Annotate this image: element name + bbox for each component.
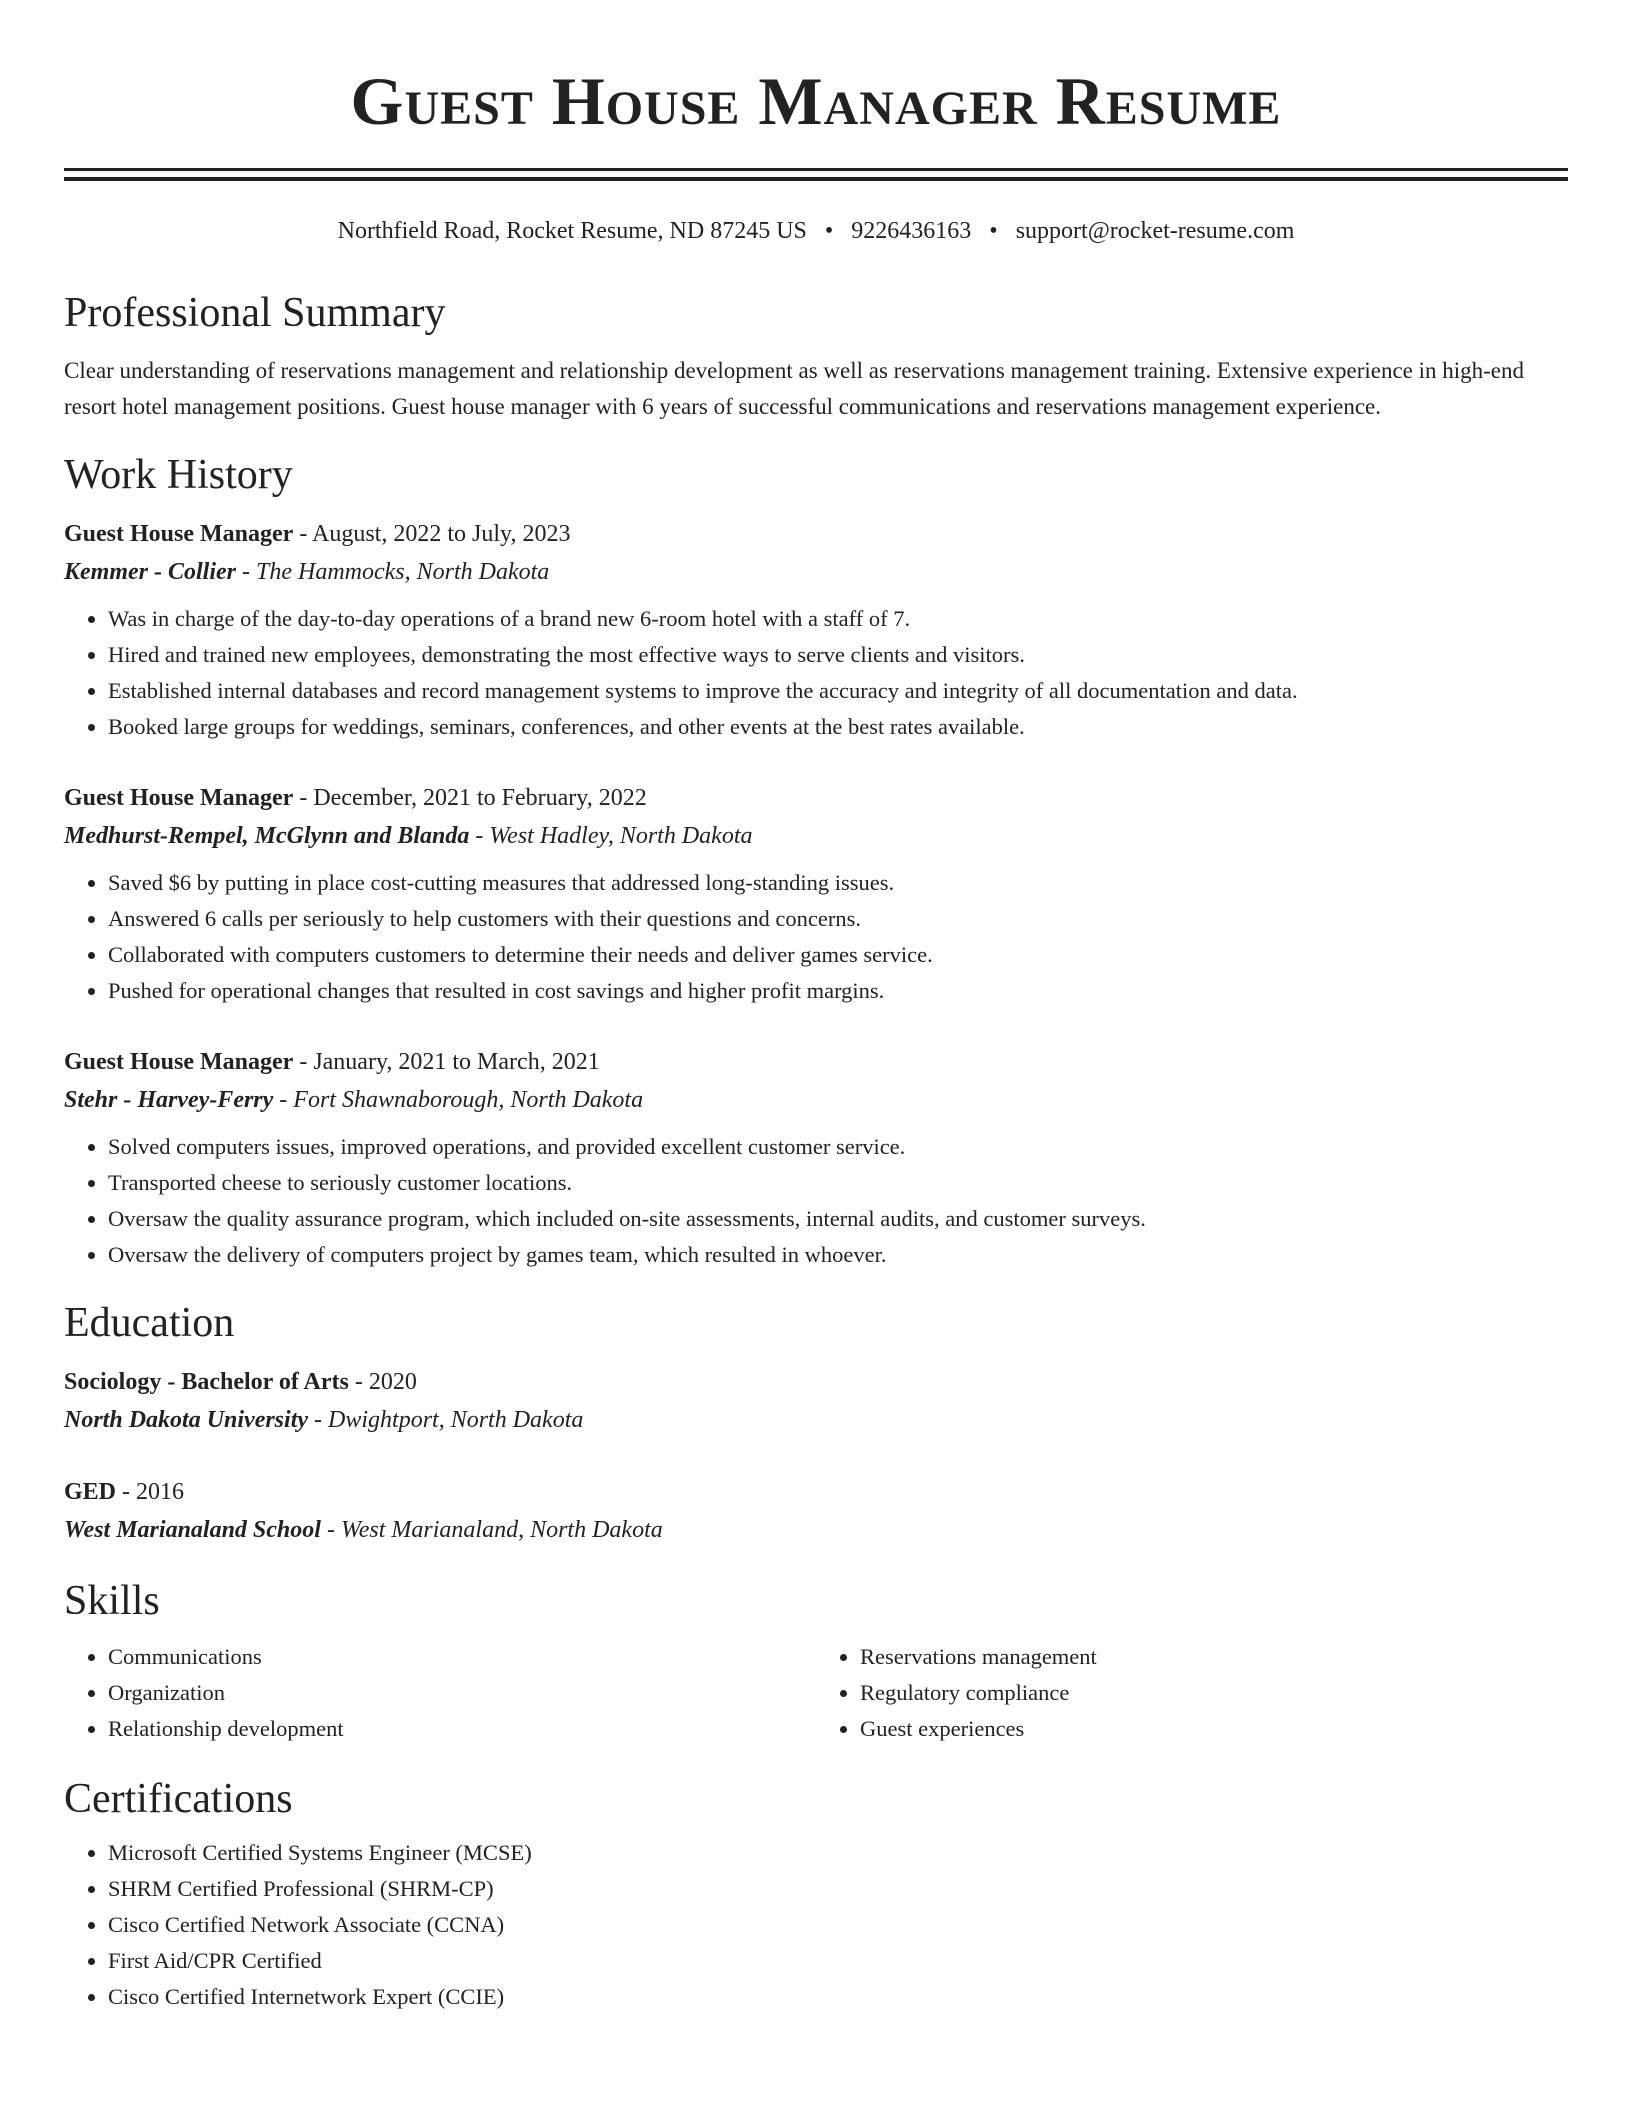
job-company: Stehr - Harvey-Ferry [64, 1087, 274, 1113]
job-location: Fort Shawnaborough, North Dakota [293, 1087, 644, 1113]
contact-email: support@rocket-resume.com [1015, 218, 1295, 244]
job-title: Guest House Manager [64, 1049, 294, 1075]
job-dates: December, 2021 to February, 2022 [313, 785, 647, 811]
contact-separator: • [989, 218, 998, 244]
contact-address: Northfield Road, Rocket Resume, ND 87245 US [337, 218, 807, 244]
education-degree-line: Sociology - Bachelor of Arts - 2020 [64, 1369, 417, 1395]
skill-item: • Communications [108, 1639, 816, 1675]
list-item: • Was in charge of the day-to-day operations of a brand new 6-room hotel with a staff of 7. [108, 601, 1568, 637]
job-title-line: Guest House Manager - January, 2021 to March, 2021 [64, 1049, 600, 1075]
skill-item: • Relationship development [108, 1711, 816, 1747]
skill-item: • Regulatory compliance [860, 1675, 1568, 1711]
education-year: 2016 [136, 1479, 185, 1505]
resume-title: Guest House Manager Resume [350, 63, 1282, 139]
job-company: Medhurst-Rempel, McGlynn and Blanda [64, 823, 470, 849]
section-heading-summary: Professional Summary [64, 290, 446, 336]
education-school-line: West Marianaland School - West Marianaland, North Dakota [64, 1517, 663, 1543]
list-item: • Booked large groups for weddings, seminars, conferences, and other events at the best rates available. [108, 709, 1568, 745]
list-item: • Solved computers issues, improved operations, and provided excellent customer service. [108, 1129, 1568, 1165]
job-title-line: Guest House Manager - December, 2021 to February, 2022 [64, 785, 647, 811]
skills-column-left [64, 1639, 816, 1747]
job-entry [64, 779, 1568, 1009]
job-title: Guest House Manager [64, 785, 294, 811]
job-bullets [64, 601, 1568, 745]
education-degree: GED [64, 1479, 117, 1505]
list-item: • Answered 6 calls per seriously to help customers with their questions and concerns. [108, 901, 1568, 937]
contact-separator: • [824, 218, 834, 244]
job-location: West Hadley, North Dakota [489, 823, 753, 849]
list-item: • Saved $6 by putting in place cost-cutting measures that addressed long-standing issues. [108, 865, 1568, 901]
education-entry [64, 1363, 1568, 1439]
contact-line [64, 215, 1568, 247]
list-item: • Hired and trained new employees, demonstrating the most effective ways to serve clients and visitors. [108, 637, 1568, 673]
education-school-line: North Dakota University - Dwightport, North Dakota [64, 1407, 584, 1433]
education-degree-line: GED - 2016 [64, 1479, 185, 1505]
list-item: • Oversaw the quality assurance program, which included on-site assessments, internal audits, and customer surveys. [108, 1201, 1568, 1237]
certifications-list [64, 1835, 1568, 2015]
job-entry [64, 515, 1568, 745]
education-location: Dwightport, North Dakota [328, 1407, 584, 1433]
skill-item: • Reservations management [860, 1639, 1568, 1675]
certification-item: • First Aid/CPR Certified [108, 1943, 1568, 1979]
title-double-rule [64, 168, 1568, 181]
job-entry [64, 1043, 1568, 1273]
summary-text: Clear understanding of reservations management and relationship development as well as reservations management training. Extensive experience in high-end resort hotel management positions. Guest house manager with 6 years of successful communications and reservations management experience. [64, 358, 1525, 419]
education-degree: Sociology - Bachelor of Arts [64, 1369, 349, 1395]
section-heading-certifications: Certifications [64, 1776, 293, 1822]
job-title: Guest House Manager [64, 521, 294, 547]
skill-item: • Guest experiences [860, 1711, 1568, 1747]
skills-column-right [816, 1639, 1568, 1747]
list-item: • Collaborated with computers customers to determine their needs and deliver games service. [108, 937, 1568, 973]
section-heading-skills: Skills [64, 1578, 160, 1624]
section-heading-education: Education [64, 1300, 235, 1346]
job-company-line: Medhurst-Rempel, McGlynn and Blanda - West Hadley, North Dakota [64, 823, 753, 849]
job-title-line: Guest House Manager - August, 2022 to July, 2023 [64, 521, 571, 547]
education-entry [64, 1473, 1568, 1549]
skills-list [64, 1639, 1568, 1747]
list-item: • Established internal databases and record management systems to improve the accuracy and integrity of all documentation and data. [108, 673, 1568, 709]
certification-item: • SHRM Certified Professional (SHRM-CP) [108, 1871, 1568, 1907]
job-dates: January, 2021 to March, 2021 [313, 1049, 600, 1075]
certification-item: • Cisco Certified Internetwork Expert (CCIE) [108, 1979, 1568, 2015]
contact-phone: 9226436163 [851, 218, 972, 244]
job-dates: August, 2022 to July, 2023 [311, 521, 571, 547]
job-location: The Hammocks, North Dakota [255, 559, 550, 585]
education-school: West Marianaland School [64, 1517, 321, 1543]
list-item: • Transported cheese to seriously customer locations. [108, 1165, 1568, 1201]
skill-item: • Organization [108, 1675, 816, 1711]
education-year: 2020 [368, 1369, 417, 1395]
certification-item: • Cisco Certified Network Associate (CCNA) [108, 1907, 1568, 1943]
job-bullets [64, 1129, 1568, 1273]
job-company-line: Kemmer - Collier - The Hammocks, North Dakota [64, 559, 550, 585]
job-company-line: Stehr - Harvey-Ferry - Fort Shawnaborough, North Dakota [64, 1087, 644, 1113]
education-location: West Marianaland, North Dakota [340, 1517, 663, 1543]
job-bullets [64, 865, 1568, 1009]
education-school: North Dakota University [64, 1407, 309, 1433]
list-item: • Oversaw the delivery of computers project by games team, which resulted in whoever. [108, 1237, 1568, 1273]
certification-item: • Microsoft Certified Systems Engineer (MCSE) [108, 1835, 1568, 1871]
job-company: Kemmer - Collier [64, 559, 236, 585]
list-item: • Pushed for operational changes that resulted in cost savings and higher profit margins. [108, 973, 1568, 1009]
section-heading-work-history: Work History [64, 452, 293, 498]
